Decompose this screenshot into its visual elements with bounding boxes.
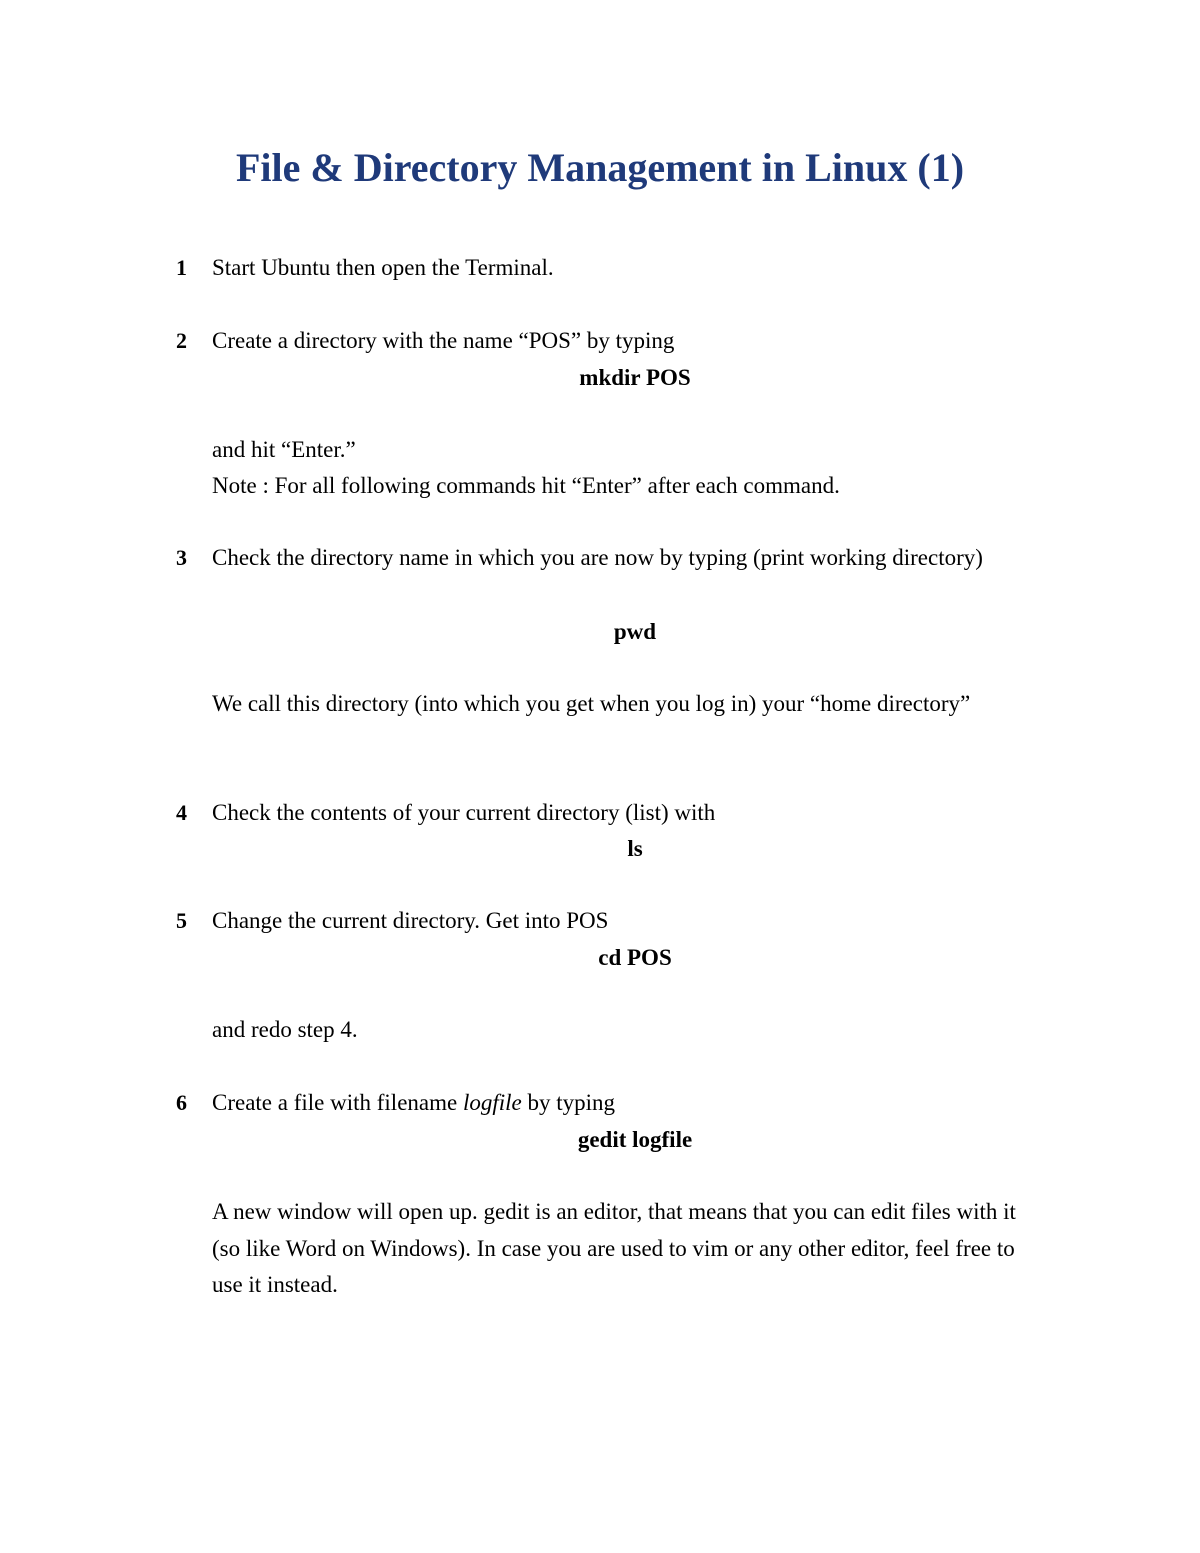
step-text: Check the directory name in which you are now by typing (print working directory)	[212, 545, 983, 570]
step-text: Change the current directory. Get into POS	[212, 908, 609, 933]
step-number: 5	[176, 908, 187, 933]
filename-italic: logfile	[462, 1090, 522, 1115]
step-5-after-text: and redo step 4.	[212, 1017, 358, 1042]
command-mkdir: mkdir POS	[579, 365, 691, 390]
step-text	[212, 1085, 1032, 1122]
step-text-start: Create a file with filename	[212, 1090, 463, 1115]
step-6-after-text: A new window will open up. gedit is an editor, that means that you can edit files with it (so like Word on Windows). In case you are used to vim or any other editor, feel free to use it instead.	[212, 1199, 1016, 1297]
step-number: 1	[176, 255, 187, 280]
step-number: 3	[176, 545, 187, 570]
step-text: Start Ubuntu then open the Terminal.	[212, 255, 554, 280]
command-pwd: pwd	[613, 619, 657, 644]
step-number: 4	[176, 800, 187, 825]
command-ls: ls	[627, 836, 643, 861]
step-2-note: Note : For all following commands hit “Enter” after each command.	[212, 473, 840, 498]
step-text-end: by typing	[521, 1090, 616, 1115]
step-3-after-text: We call this directory (into which you get when you log in) your “home directory”	[212, 691, 971, 716]
step-number: 6	[176, 1090, 187, 1115]
page-title: File & Directory Management in Linux (1)	[235, 145, 965, 190]
step-text: Create a directory with the name “POS” by typing	[212, 328, 675, 353]
step-text: Check the contents of your current directory (list) with	[212, 800, 716, 825]
step-number: 2	[176, 328, 187, 353]
step-2-after-text: and hit “Enter.”	[212, 437, 356, 462]
command-cd: cd POS	[598, 945, 672, 970]
command-gedit: gedit logfile	[577, 1127, 693, 1152]
